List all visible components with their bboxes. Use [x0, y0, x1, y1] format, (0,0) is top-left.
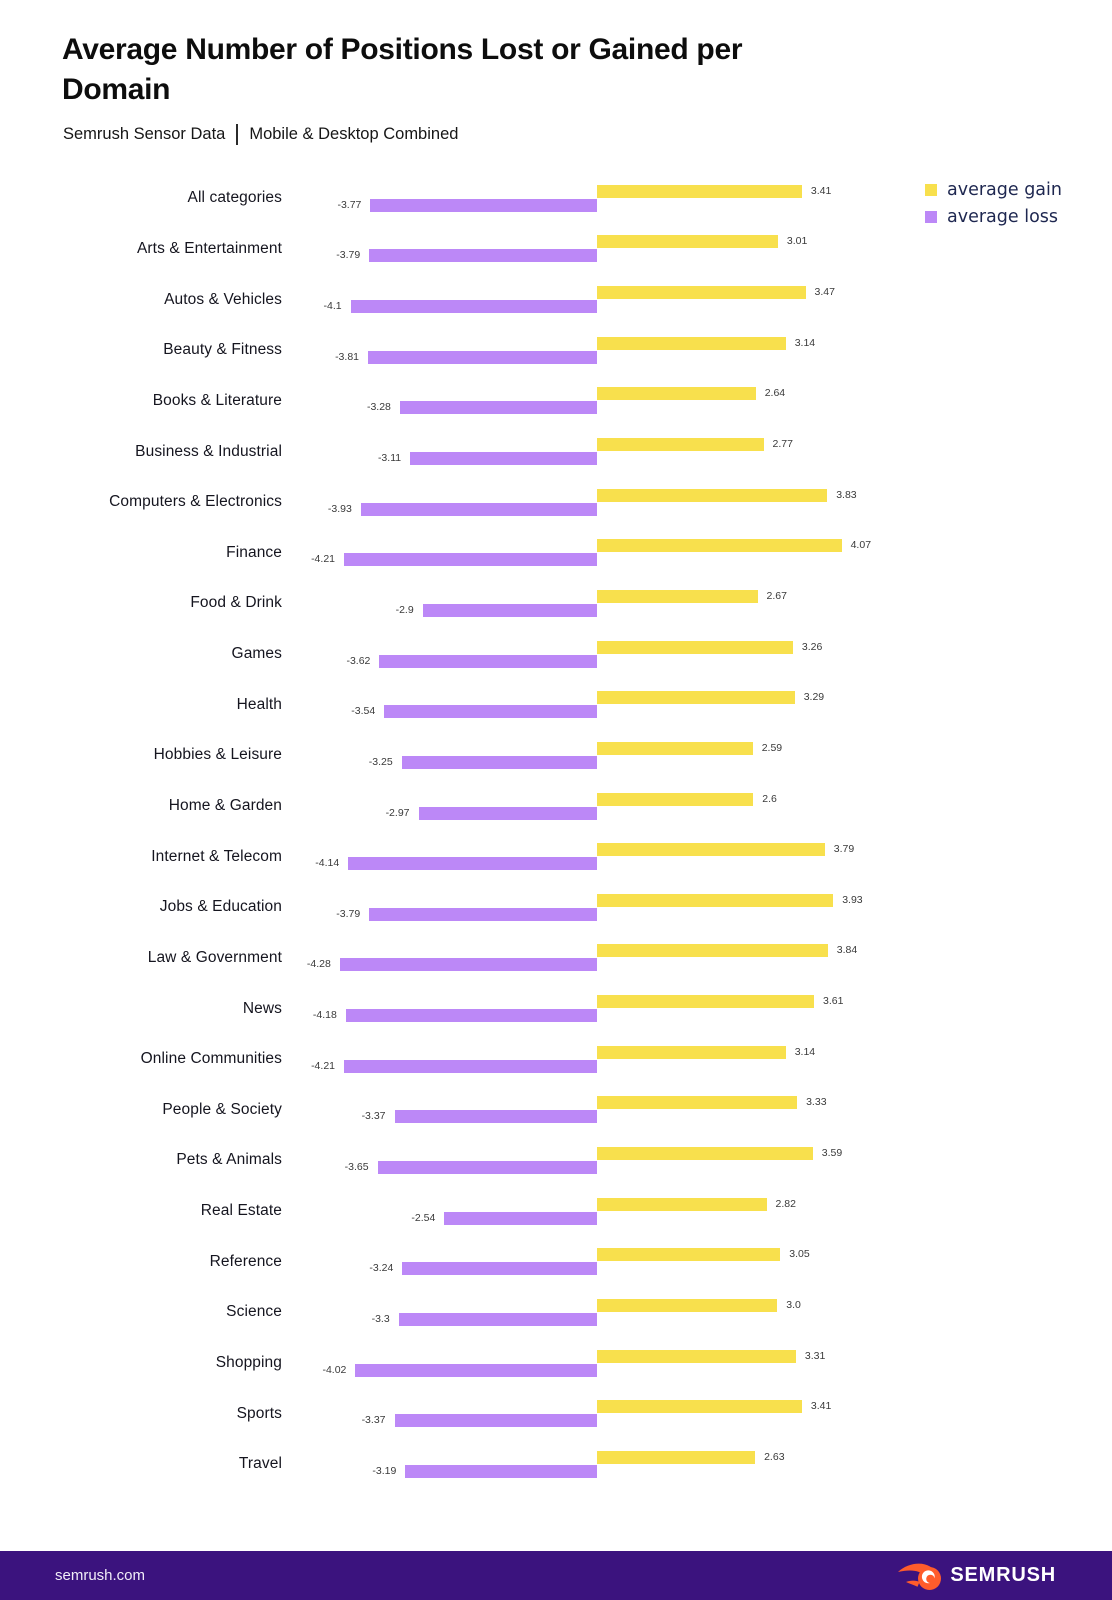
gain-value-label: 2.64: [764, 387, 786, 400]
gain-value-label: 2.82: [775, 1197, 796, 1210]
loss-bar: [379, 655, 597, 668]
gain-bar: [597, 1248, 780, 1261]
chart-row: [0, 1034, 1112, 1085]
loss-value-label: -3.54: [351, 705, 376, 718]
category-label: Arts & Entertainment: [136, 239, 282, 257]
loss-value-label: -4.14: [315, 857, 340, 870]
gain-value-label: 4.07: [850, 539, 872, 552]
bar-group: [282, 1451, 1112, 1478]
chart-row: [0, 274, 1112, 325]
chart-row: [0, 1236, 1112, 1287]
gain-value-label: 3.0: [786, 1298, 801, 1311]
bar-group: [282, 793, 1112, 820]
loss-bar: [402, 1262, 597, 1275]
chart-row: [0, 325, 1112, 376]
loss-bar: [399, 1313, 597, 1326]
gain-bar: [597, 894, 833, 907]
loss-value-label: -4.02: [322, 1363, 347, 1376]
category-label: Online Communities: [140, 1050, 282, 1068]
category-label: Real Estate: [200, 1202, 282, 1220]
bar-group: [282, 1046, 1112, 1073]
semrush-flame-icon: [897, 1560, 943, 1591]
loss-value-label: -3.62: [346, 654, 371, 667]
bar-group: [282, 590, 1112, 617]
loss-value-label: -2.54: [411, 1211, 436, 1224]
gain-bar: [597, 1350, 796, 1363]
gain-bar: [597, 1046, 786, 1059]
chart-row: [0, 426, 1112, 477]
chart-row: [0, 781, 1112, 832]
gain-value-label: 3.14: [794, 1045, 816, 1058]
category-label: Pets & Animals: [176, 1151, 282, 1169]
gain-value-label: 3.84: [836, 944, 858, 957]
gain-bar: [597, 235, 778, 248]
category-label: All categories: [187, 189, 282, 207]
loss-value-label: -3.79: [336, 249, 361, 262]
gain-value-label: 3.26: [801, 640, 823, 653]
bar-group: [282, 185, 1112, 212]
chart-row: [0, 1287, 1112, 1338]
loss-bar: [395, 1110, 598, 1123]
chart-row: [0, 679, 1112, 730]
loss-value-label: -4.21: [311, 1059, 335, 1072]
loss-value-label: -3.19: [372, 1464, 397, 1477]
chart-row: [0, 1085, 1112, 1136]
bar-group: [282, 1147, 1112, 1174]
chart-row: [0, 629, 1112, 680]
loss-value-label: -3.79: [336, 907, 361, 920]
footer-bar: [0, 1551, 1112, 1600]
gain-value-label: 2.63: [764, 1450, 785, 1463]
category-label: Jobs & Education: [159, 898, 282, 916]
bar-group: [282, 894, 1112, 921]
subtitle: [63, 124, 458, 145]
bar-group: [282, 1350, 1112, 1377]
category-label: Home & Garden: [168, 797, 282, 814]
loss-bar: [384, 705, 597, 718]
category-label: Games: [231, 645, 282, 663]
loss-value-label: -3.37: [361, 1414, 386, 1427]
bar-group: [282, 641, 1112, 668]
chart-row: [0, 1338, 1112, 1389]
semrush-logo: [897, 1560, 1056, 1591]
category-label: Finance: [226, 543, 282, 561]
diverging-bar-chart: [0, 173, 1112, 1490]
legend-gain-label: average gain: [947, 180, 1062, 200]
gain-bar: [597, 387, 756, 400]
category-label: Reference: [209, 1252, 282, 1270]
category-label: Sports: [236, 1404, 282, 1422]
category-label: Beauty & Fitness: [163, 341, 282, 359]
category-label: Business & Industrial: [135, 442, 282, 460]
bar-group: [282, 691, 1112, 718]
gain-bar: [597, 1147, 813, 1160]
legend-loss-label: average loss: [947, 207, 1059, 227]
bar-group: [282, 1198, 1112, 1225]
loss-value-label: -3.81: [335, 350, 359, 363]
gain-value-label: 3.01: [786, 235, 808, 248]
loss-value-label: -4.28: [306, 958, 331, 971]
loss-value-label: -3.25: [368, 755, 393, 768]
loss-bar: [369, 249, 597, 262]
loss-bar: [423, 604, 597, 617]
chart-row: [0, 831, 1112, 882]
gain-bar: [597, 185, 802, 198]
loss-value-label: -2.9: [395, 603, 414, 616]
gain-value-label: 2.77: [772, 438, 793, 451]
category-label: Shopping: [215, 1354, 282, 1372]
subtitle-source: Semrush Sensor Data: [63, 125, 226, 143]
loss-value-label: -3.65: [344, 1160, 369, 1173]
chart-row: [0, 527, 1112, 578]
subtitle-scope: Mobile & Desktop Combined: [249, 125, 459, 143]
bar-group: [282, 1096, 1112, 1123]
gain-bar: [597, 489, 827, 502]
loss-bar: [405, 1465, 597, 1478]
chart-row: [0, 1135, 1112, 1186]
category-label: Books & Literature: [152, 391, 282, 409]
gain-value-label: 3.59: [821, 1146, 843, 1159]
category-label: Autos & Vehicles: [164, 290, 282, 308]
bar-group: [282, 539, 1112, 566]
loss-value-label: -3.11: [377, 452, 402, 465]
gain-value-label: 3.93: [842, 893, 863, 906]
gain-bar: [597, 691, 795, 704]
loss-bar: [346, 1009, 597, 1022]
bar-group: [282, 1248, 1112, 1275]
gain-bar: [597, 641, 793, 654]
gain-bar: [597, 337, 786, 350]
loss-bar: [378, 1161, 597, 1174]
chart-row: [0, 376, 1112, 427]
loss-bar: [340, 958, 597, 971]
category-label: Law & Government: [147, 948, 282, 966]
category-label: Computers & Electronics: [109, 493, 282, 511]
bar-group: [282, 1400, 1112, 1427]
loss-value-label: -4.1: [323, 300, 342, 313]
loss-value-label: -3.3: [371, 1312, 390, 1325]
loss-bar: [369, 908, 597, 921]
loss-value-label: -3.24: [369, 1262, 394, 1275]
loss-bar: [344, 1060, 597, 1073]
gain-value-label: 2.6: [762, 792, 777, 805]
bar-group: [282, 235, 1112, 262]
bar-group: [282, 387, 1112, 414]
loss-bar: [395, 1414, 598, 1427]
gain-value-label: 3.41: [810, 1400, 832, 1413]
loss-bar: [361, 503, 597, 516]
loss-bar: [348, 857, 597, 870]
gain-value-label: 3.14: [794, 336, 816, 349]
gain-bar: [597, 590, 758, 603]
chart-row: [0, 173, 1112, 224]
category-label: Science: [226, 1303, 282, 1321]
gain-bar: [597, 944, 828, 957]
category-label: Travel: [238, 1455, 282, 1473]
loss-value-label: -3.93: [327, 502, 352, 515]
bar-group: [282, 944, 1112, 971]
loss-value-label: -2.97: [385, 806, 410, 819]
gain-bar: [597, 1451, 755, 1464]
bar-group: [282, 742, 1112, 769]
bar-group: [282, 286, 1112, 313]
gain-value-label: 3.29: [803, 691, 825, 704]
loss-bar: [419, 807, 598, 820]
gain-bar: [597, 742, 753, 755]
chart-row: [0, 224, 1112, 275]
gain-bar: [597, 539, 842, 552]
category-label: Food & Drink: [190, 594, 282, 612]
gain-value-label: 3.05: [789, 1248, 810, 1261]
gain-bar: [597, 1096, 797, 1109]
category-label: People & Society: [162, 1100, 282, 1118]
bar-group: [282, 438, 1112, 465]
bar-group: [282, 489, 1112, 516]
brand-wordmark: SEMRUSH: [950, 1564, 1056, 1586]
chart-row: [0, 933, 1112, 984]
chart-row: [0, 730, 1112, 781]
footer-site-link[interactable]: semrush.com: [55, 1567, 146, 1584]
loss-value-label: -3.77: [337, 198, 362, 211]
category-label: Internet & Telecom: [151, 847, 282, 865]
chart-row: [0, 1439, 1112, 1490]
gain-bar: [597, 793, 753, 806]
chart-row: [0, 983, 1112, 1034]
loss-value-label: -3.37: [361, 1110, 386, 1123]
loss-bar: [410, 452, 597, 465]
category-label: Hobbies & Leisure: [153, 746, 282, 764]
gain-value-label: 2.59: [761, 741, 783, 754]
loss-bar: [402, 756, 597, 769]
loss-bar: [368, 351, 597, 364]
category-label: News: [242, 999, 282, 1017]
gain-bar: [597, 843, 825, 856]
loss-bar: [351, 300, 597, 313]
gain-value-label: 3.83: [836, 488, 857, 501]
gain-value-label: 3.33: [806, 1096, 827, 1109]
chart-row: [0, 1388, 1112, 1439]
loss-value-label: -4.21: [311, 553, 335, 566]
gain-value-label: 3.61: [823, 995, 844, 1008]
loss-bar: [355, 1364, 597, 1377]
gain-bar: [597, 1299, 777, 1312]
loss-value-label: -3.28: [366, 401, 391, 414]
gain-bar: [597, 286, 806, 299]
page-title: Average Number of Positions Lost or Gained per Domain: [62, 33, 743, 106]
chart-row: [0, 1186, 1112, 1237]
loss-bar: [370, 199, 597, 212]
gain-bar: [597, 995, 814, 1008]
gain-value-label: 2.67: [766, 589, 787, 602]
subtitle-divider-line: [236, 124, 238, 145]
gain-value-label: 3.41: [810, 184, 832, 197]
chart-row: [0, 477, 1112, 528]
loss-bar: [444, 1212, 597, 1225]
category-label: Health: [236, 695, 282, 713]
gain-bar: [597, 1400, 802, 1413]
gain-bar: [597, 1198, 767, 1211]
gain-value-label: 3.47: [814, 286, 835, 299]
loss-value-label: -4.18: [312, 1009, 337, 1022]
chart-row: [0, 578, 1112, 629]
loss-bar: [400, 401, 597, 414]
bar-group: [282, 337, 1112, 364]
bar-group: [282, 1299, 1112, 1326]
bar-group: [282, 843, 1112, 870]
loss-bar: [344, 553, 597, 566]
gain-value-label: 3.79: [833, 843, 855, 856]
bar-group: [282, 995, 1112, 1022]
gain-bar: [597, 438, 764, 451]
gain-value-label: 3.31: [804, 1349, 826, 1362]
chart-row: [0, 882, 1112, 933]
